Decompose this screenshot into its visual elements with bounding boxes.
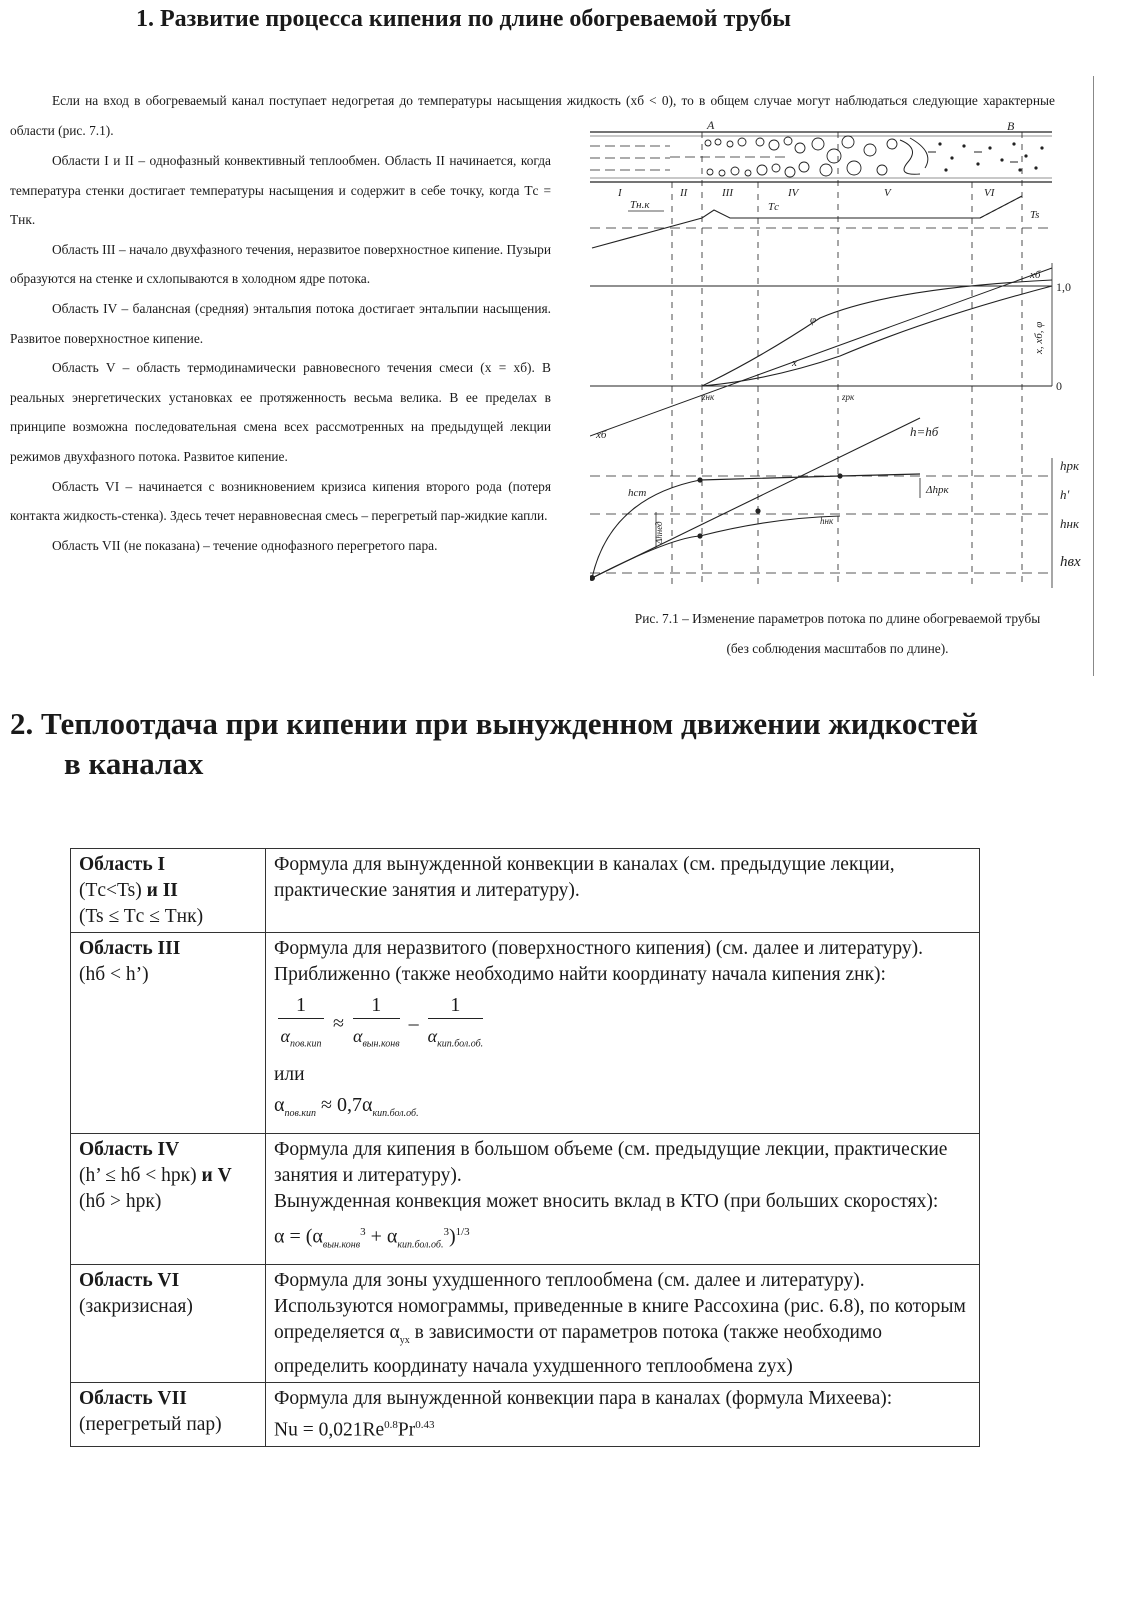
- figure-caption-line-2: (без соблюдения масштабов по длине).: [726, 641, 949, 656]
- subscript: кип.бол.об.: [397, 1239, 444, 1251]
- formula-description: Вынужденная конвекция может вносить вклад в КТО (при больших скоростях):: [274, 1190, 939, 1212]
- section-2-title-line-2: в каналах: [64, 746, 204, 781]
- subscript: кип.бол.об.: [437, 1038, 484, 1050]
- region-name-suffix: и II: [141, 880, 178, 901]
- formula-part: ): [448, 1225, 456, 1248]
- region-label-IV: IV: [788, 187, 799, 199]
- tube-flow-sketch: [590, 132, 1052, 182]
- superscript: 3: [443, 1225, 449, 1238]
- label-xb-top: xб: [1030, 269, 1041, 281]
- subscript: вын.конв: [362, 1038, 400, 1050]
- formula-part: α = (α: [274, 1225, 323, 1248]
- label-zrk: zрк: [842, 392, 855, 402]
- fraction: [353, 992, 400, 1058]
- superscript: 0.8: [384, 1419, 398, 1432]
- region-cell: [71, 1133, 266, 1265]
- alpha-symbol: α: [389, 1322, 400, 1344]
- region-label-V: V: [884, 187, 891, 199]
- fraction: [278, 992, 324, 1058]
- formula-description: Формула для кипения в большом объеме (см. предыдущие лекции, практические занятия и литературу).: [274, 1138, 948, 1186]
- paragraph-region-5: Область V – область термодинамически равновесного течения смеси (x = xб). В реальных энергетических установках ее протяженность весьма велика. В ее пределах в принципе возможна последовательная смена всех рассмотренных на предыдущей лекции режимов двухфазного потока. Развитое кипение.: [10, 360, 551, 464]
- region-cell: [71, 1383, 266, 1447]
- region-name-suffix: и V: [196, 1164, 232, 1186]
- table-row: [71, 849, 980, 933]
- subscript: вын.конв: [322, 1239, 361, 1251]
- label-znk: zнк: [702, 392, 715, 402]
- fraction: [428, 992, 484, 1058]
- region-label-II: II: [680, 187, 688, 199]
- denominator: [428, 1019, 484, 1058]
- region-name: Область VI: [79, 1270, 180, 1292]
- formula-cell: [266, 933, 980, 1134]
- formula-cell: [266, 849, 980, 933]
- label-one: 1,0: [1056, 280, 1071, 294]
- region-name: Область I: [79, 854, 166, 875]
- table-row: [71, 1383, 980, 1447]
- formula-description: Формула для неразвитого (поверхностного кипения) (см. далее и литературу). Приближенно (также необходимо найти координату начала кипения zнк):: [274, 938, 923, 985]
- section-2-title-line-1: 2. Теплоотдача при кипении при вынужденном движении жидкостей: [10, 706, 979, 741]
- formula-part: Nu = 0,021Re: [274, 1419, 385, 1441]
- region-condition: (hб > hрк): [79, 1190, 162, 1212]
- minus-sign: –: [408, 1012, 419, 1035]
- label-B: B: [1007, 119, 1015, 133]
- enthalpy-plot: [590, 418, 1081, 588]
- subscript: кип.бол.об.: [372, 1107, 419, 1119]
- region-cell: [71, 933, 266, 1134]
- label-hrk: hрк: [1060, 458, 1080, 473]
- region-condition: (Ts ≤ Tс ≤ Tнк): [79, 906, 204, 927]
- region-condition: (закризисная): [79, 1296, 193, 1318]
- region-condition: [79, 1163, 257, 1189]
- alpha-symbol: α: [427, 1026, 438, 1046]
- denominator: [278, 1019, 324, 1058]
- condition-text: (h’ ≤ hб < hрк): [79, 1164, 197, 1186]
- superscript: 1/3: [455, 1225, 470, 1238]
- numerator: 1: [278, 992, 324, 1019]
- figure-caption-line-1: Рис. 7.1 – Изменение параметров потока по длине обогреваемой трубы: [634, 611, 1041, 626]
- superscript: 0.43: [415, 1419, 435, 1432]
- approximate-formula: [274, 1092, 971, 1127]
- formula-description: [274, 1268, 971, 1380]
- label-hnk: hнк: [1060, 516, 1080, 531]
- region-label-VI: VI: [984, 187, 995, 199]
- label-zero: 0: [1056, 379, 1062, 393]
- combined-alpha-formula: [274, 1219, 971, 1259]
- quality-plot: [590, 263, 1071, 441]
- paragraph-regions-1-2: Области I и II – однофазный конвективный теплообмен. Область II начинается, когда температура стенки достигает температуры насыщения и содержит в себе точку, когда Tс = Tнк.: [10, 153, 551, 228]
- description-text: Формула для зоны ухудшенного теплообмена (см. далее и литературу). Используются номограммы, приведенные в книге Рассохина (рис. 6.8), по которым определяется: [274, 1270, 966, 1344]
- formula-part: + α: [365, 1225, 398, 1248]
- axis-label-x-xb-phi: x, xб, φ: [1033, 321, 1045, 354]
- label-tc: Tс: [768, 201, 779, 213]
- formula-description: Формула для вынужденной конвекции в каналах (см. предыдущие лекции, практические занятия и литературу).: [274, 854, 895, 901]
- region-condition: (hб < h’): [79, 964, 149, 985]
- region-dividers: [672, 132, 1022, 588]
- superscript: 3: [360, 1225, 366, 1238]
- label-phi: φ: [810, 314, 817, 326]
- approx-sign: ≈: [333, 1012, 344, 1035]
- page-margin-line: [1093, 76, 1094, 676]
- label-h-eq-hb: h=hб: [910, 424, 939, 439]
- section-2-title: [10, 704, 1120, 784]
- table-row: [71, 1265, 980, 1383]
- label-hnk-curve: hнк: [820, 516, 834, 526]
- formula-cell: [266, 1265, 980, 1383]
- region-name: Область IV: [79, 1138, 180, 1160]
- paragraph-region-3: Область III – начало двухфазного течения, неразвитое поверхностное кипение. Пузыри образуются на стенке и схлопываются в холодном ядре потока.: [10, 241, 551, 287]
- formula-cell: [266, 1133, 980, 1265]
- description-text: в зависимости от параметров потока (также необходимо определить координату начала ухудшенного теплообмена zух): [274, 1322, 883, 1378]
- regions-description: [10, 146, 551, 560]
- region-name: Область VII: [79, 1388, 187, 1410]
- alpha-symbol: α: [280, 1026, 290, 1046]
- figure-caption: [570, 604, 1105, 664]
- label-delta-hrk: Δhрк: [926, 484, 949, 496]
- heat-transfer-table: [70, 848, 980, 1447]
- region-cell: [71, 849, 266, 933]
- table-row: [71, 1133, 980, 1265]
- region-name: Область III: [79, 938, 181, 959]
- figure-7-1-boiling-diagram: [590, 118, 1090, 606]
- subscript: ух: [399, 1335, 410, 1347]
- label-hvx: hвх: [1060, 554, 1081, 570]
- region-cell: [71, 1265, 266, 1383]
- label-tnk: Tн.к: [630, 199, 650, 211]
- alpha-symbol: α: [352, 1026, 363, 1046]
- condition-text: (Tс<Ts): [79, 880, 142, 901]
- formula-description: Формула для вынужденной конвекции пара в каналах (формула Михеева):: [274, 1388, 893, 1410]
- table-row: [71, 933, 980, 1134]
- denominator: [353, 1019, 400, 1058]
- numerator: 1: [353, 992, 400, 1019]
- label-ts: Ts: [1030, 209, 1040, 221]
- label-xb-low: xб: [596, 429, 607, 441]
- numerator: 1: [428, 992, 484, 1019]
- alpha-symbol: α: [274, 1093, 285, 1116]
- paragraph-region-4: Область IV – балансная (средняя) энтальпия потока достигает энтальпии насыщения. Развитое поверхностное кипение.: [10, 300, 551, 346]
- formula-cell: [266, 1383, 980, 1447]
- label-x: x: [792, 357, 797, 369]
- paragraph-region-7: Область VII (не показана) – течение однофазного перегретого пара.: [52, 537, 438, 553]
- region-label-I: I: [618, 187, 622, 199]
- formula-rhs: ≈ 0,7α: [321, 1093, 373, 1116]
- formula-part: Pr: [397, 1419, 416, 1441]
- region-condition: [79, 878, 257, 904]
- section-1-title: 1. Развитие процесса кипения по длине обогреваемой трубы: [136, 6, 792, 32]
- subscript: пов.кип: [284, 1107, 317, 1119]
- temperature-plot: [590, 196, 1052, 248]
- intro-text: Если на вход в обогреваемый канал поступает недогретая до температуры насыщения жидкость (xб < 0), то в общем случае могут наблюдаться следующие характерные области (рис. 7.1).: [10, 93, 1055, 138]
- or-text: или: [274, 1063, 305, 1085]
- paragraph-region-6: Область VI – начинается с возникновением кризиса кипения второго рода (потеря контакта жидкость-стенка). Здесь течет неравновесная смесь – перегретый пар-жидкие капли.: [10, 478, 551, 524]
- label-delta-hned: Δhнед: [654, 521, 664, 544]
- surface-boiling-formula: [274, 992, 971, 1058]
- label-hst: hст: [628, 487, 647, 499]
- region-label-III: III: [722, 187, 733, 199]
- mikheev-formula: [274, 1412, 971, 1444]
- region-condition: (перегретый пар): [79, 1414, 222, 1436]
- label-A: A: [707, 118, 715, 132]
- label-hprime: h': [1060, 487, 1070, 502]
- subscript: пов.кип: [289, 1038, 322, 1050]
